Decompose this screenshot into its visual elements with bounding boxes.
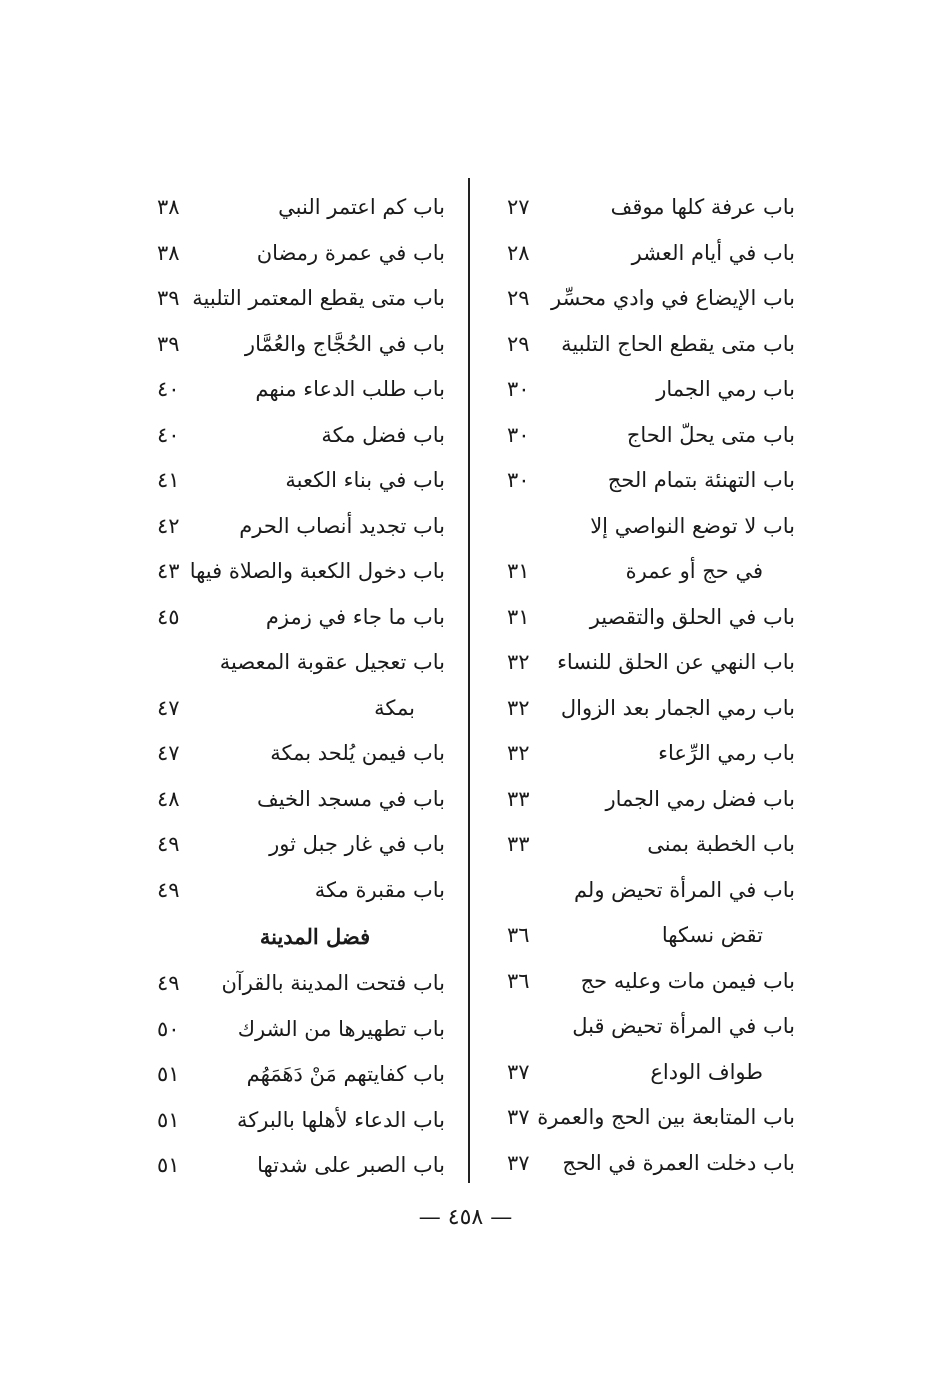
index-column-left: [145, 185, 445, 1189]
column-divider: [468, 178, 470, 1183]
entry-title: باب متى يقطع المعتمر التلبية: [192, 286, 445, 310]
index-entry: [495, 276, 795, 322]
index-entry: [495, 549, 795, 595]
entry-title: باب رمي الرِّعاء: [658, 741, 795, 765]
entry-title: باب فيمن يُلحد بمكة: [270, 741, 445, 765]
entry-page-number: ٣٠: [507, 377, 530, 401]
entry-title: باب تعجيل عقوبة المعصية: [219, 650, 445, 674]
page-number: — ٤٥٨ —: [418, 1205, 513, 1230]
entry-title: باب في الحلق والتقصير: [589, 604, 795, 629]
index-entry: [145, 777, 445, 823]
entry-page-number: ٣٠: [507, 422, 530, 447]
index-entry: [145, 686, 445, 732]
entry-title: باب فضل رمي الجمار: [605, 786, 795, 811]
entry-title: باب الإيضاع في وادي محسِّر: [551, 286, 795, 310]
index-entry: [495, 959, 795, 1005]
index-entry: [145, 1052, 445, 1098]
index-entry: [495, 686, 795, 732]
entry-page-number: ٣٩: [157, 286, 180, 310]
index-entry: [145, 822, 445, 868]
entry-page-number: ٢٨: [507, 240, 530, 265]
entry-title: باب في غار جبل ثور: [269, 832, 445, 856]
entry-title: باب دخول الكعبة والصلاة فيها: [189, 559, 445, 583]
entry-page-number: ٣٧: [507, 1059, 530, 1084]
entry-page-number: ٤٧: [157, 741, 180, 765]
index-entry: [145, 504, 445, 550]
entry-title: باب النهي عن الحلق للنساء: [557, 650, 795, 674]
entry-title: باب في أيام العشر: [631, 240, 795, 265]
index-entry: [145, 1143, 445, 1189]
entry-title: باب رمي الجمار: [656, 377, 795, 401]
entry-title: باب طلب الدعاء منهم: [255, 377, 445, 401]
entry-title: باب متى يقطع الحاج التلبية: [561, 331, 795, 356]
entry-title: باب في الحُجَّاج والعُمَّار: [244, 331, 445, 356]
entry-page-number: ٣٧: [507, 1105, 530, 1129]
entry-page-number: ٣٣: [507, 786, 530, 811]
entry-title: باب فتحت المدينة بالقرآن: [221, 971, 445, 995]
index-entry: [495, 640, 795, 686]
entry-page-number: ٣٢: [507, 650, 530, 674]
entry-title: باب كفايتهم مَنْ دَهَمَهُم: [246, 1062, 445, 1086]
entry-page-number: ٣٧: [507, 1150, 530, 1175]
entry-title: بمكة: [374, 695, 415, 720]
index-entry: [145, 185, 445, 231]
index-list-b: [145, 961, 445, 1189]
index-entry: [495, 367, 795, 413]
entry-page-number: ٤١: [157, 468, 180, 492]
index-entry: [495, 595, 795, 641]
entry-page-number: ٣٦: [507, 923, 530, 947]
index-entry: [145, 458, 445, 504]
index-entry: [495, 322, 795, 368]
entry-page-number: ٤٣: [157, 559, 180, 583]
entry-page-number: ٤٥: [157, 604, 180, 629]
entry-page-number: ٤٨: [157, 786, 180, 811]
entry-page-number: ٣٩: [157, 331, 180, 356]
index-entry: [145, 276, 445, 322]
index-entry: [495, 731, 795, 777]
entry-page-number: ٤٧: [157, 695, 180, 720]
entry-page-number: ٤٢: [157, 513, 180, 538]
index-entry: [145, 595, 445, 641]
index-entry: [145, 731, 445, 777]
entry-page-number: ٥١: [157, 1107, 180, 1132]
entry-title: باب ما جاء في زمزم: [265, 604, 445, 629]
entry-title: باب عرفة كلها موقف: [610, 195, 795, 219]
entry-title: باب تجديد أنصاب الحرم: [239, 513, 445, 538]
entry-title: طواف الوداع: [650, 1059, 763, 1084]
entry-page-number: ٣٦: [507, 968, 530, 993]
index-entry: [495, 458, 795, 504]
entry-page-number: ٢٩: [507, 286, 530, 310]
index-entry: [145, 868, 445, 914]
entry-page-number: ٣١: [507, 559, 530, 583]
entry-title: باب كم اعتمر النبي: [278, 195, 445, 219]
entry-title: في حج أو عمرة: [625, 559, 763, 583]
index-list-a: [145, 185, 445, 913]
entry-title: باب في المرأة تحيض ولم: [573, 877, 795, 902]
entry-page-number: ٥٠: [157, 1016, 180, 1041]
entry-title: باب في المرأة تحيض قبل: [572, 1014, 795, 1038]
entry-title: باب دخلت العمرة في الحج: [562, 1150, 795, 1175]
index-column-right: [495, 185, 795, 1186]
entry-title: باب تطهيرها من الشرك: [237, 1016, 445, 1041]
entry-title: باب فضل مكة: [321, 422, 445, 447]
index-entry: [495, 504, 795, 550]
entry-title: باب رمي الجمار بعد الزوال: [560, 695, 795, 720]
entry-title: باب التهنئة بتمام الحج: [607, 468, 795, 492]
index-entry: [145, 413, 445, 459]
entry-title: باب في بناء الكعبة: [285, 468, 445, 492]
section-heading: فضل المدينة: [259, 924, 371, 949]
entry-page-number: ٣١: [507, 604, 530, 629]
entry-title: باب في عمرة رمضان: [256, 240, 445, 265]
index-entry: [495, 1050, 795, 1096]
index-entry: [145, 1098, 445, 1144]
entry-page-number: ٢٩: [507, 331, 530, 356]
entry-title: تقض نسكها: [661, 923, 763, 947]
entry-title: باب في مسجد الخيف: [256, 786, 445, 811]
entry-page-number: ٤٩: [157, 971, 180, 995]
entry-title: باب فيمن مات وعليه حج: [580, 968, 795, 993]
entry-page-number: ٣٢: [507, 741, 530, 765]
entry-title: باب المتابعة بين الحج والعمرة: [537, 1105, 795, 1129]
entry-page-number: ٢٧: [507, 195, 530, 219]
index-entry: [495, 1004, 795, 1050]
entry-title: باب الصبر على شدتها: [257, 1153, 445, 1177]
entry-title: باب لا توضع النواصي إلا: [590, 513, 795, 538]
index-entry: [145, 961, 445, 1007]
index-entry: [145, 1007, 445, 1053]
entry-title: باب مقبرة مكة: [314, 877, 445, 902]
entry-page-number: ٤٩: [157, 832, 180, 856]
entry-page-number: ٤٠: [157, 377, 180, 401]
entry-title: باب الدعاء لأهلها بالبركة: [236, 1107, 445, 1132]
index-entry: [495, 1095, 795, 1141]
index-entry: [495, 868, 795, 914]
index-entry: [495, 231, 795, 277]
index-entry: [495, 777, 795, 823]
entry-page-number: ٣٢: [507, 695, 530, 720]
index-entry: [495, 1141, 795, 1187]
entry-page-number: ٣٨: [157, 240, 180, 265]
index-entry: [145, 549, 445, 595]
entry-title: باب الخطبة بمنى: [647, 832, 795, 856]
entry-page-number: ٤٠: [157, 422, 180, 447]
entry-page-number: ٥١: [157, 1153, 180, 1177]
entry-page-number: ٥١: [157, 1062, 180, 1086]
index-entry: [495, 913, 795, 959]
entry-page-number: ٣٨: [157, 195, 180, 219]
index-entry: [145, 367, 445, 413]
entry-page-number: ٣٠: [507, 468, 530, 492]
index-entry: [495, 185, 795, 231]
entry-page-number: ٣٣: [507, 832, 530, 856]
entry-title: باب متى يحلّ الحاج: [626, 422, 795, 447]
index-entry: [145, 231, 445, 277]
entry-page-number: ٤٩: [157, 877, 180, 902]
index-entry: [145, 640, 445, 686]
index-entry: [145, 322, 445, 368]
index-entry: [495, 822, 795, 868]
index-entry: [495, 413, 795, 459]
